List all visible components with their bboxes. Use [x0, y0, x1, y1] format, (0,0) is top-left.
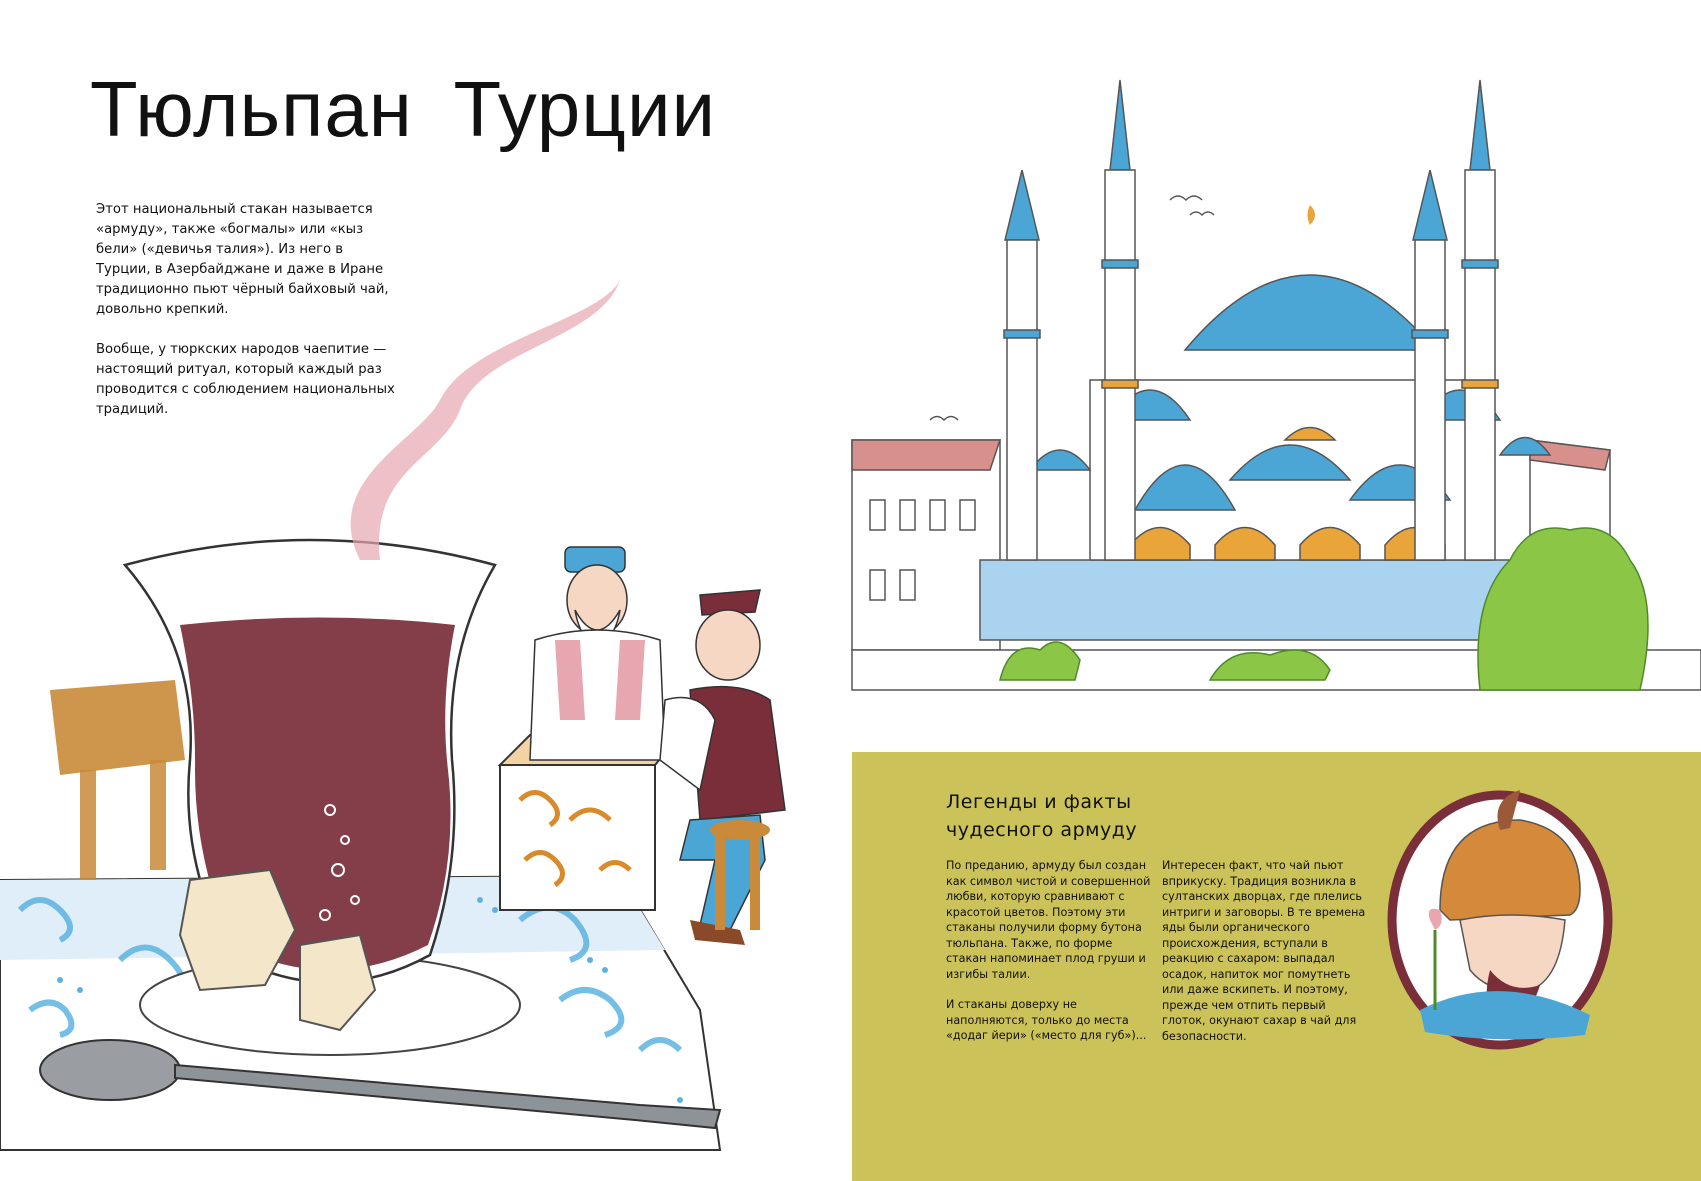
sultan-portrait-illustration: [1380, 780, 1620, 1050]
facts-title-line-2: чудесного армуду: [946, 819, 1138, 841]
facts-column-1: [946, 858, 1152, 1059]
facts-column-2-paragraph-1: Интересен факт, что чай пьют вприкуску. Традиция возникла в султанских дворцах, где плелись интриги и заговоры. В те времена яды были органического происхождения, вступали в реакцию с сахаром: выпадал осадок, напиток мог помутнеть или даже вскипеть. И поэтому, прежде чем отпить первый глоток, окунают сахар в чай для безопасности.: [1162, 859, 1366, 1043]
intro-paragraph-2: Вообще, у тюркских народов чаепитие — настоящий ритуал, который каждый раз проводится с соблюдением национальных традиций.: [96, 342, 395, 417]
intro-paragraph-1: Этот национальный стакан называется «армуду», также «богмалы» или «кыз бели» («девичья талия»). Из него в Турции, в Азербайджане и даже в Иране традиционно пьют чёрный байховый чай, довольно крепкий.: [96, 202, 389, 317]
page-title: Тюльпан Турции: [90, 65, 717, 153]
men-drinking-tea-illustration: [500, 547, 785, 945]
facts-column-2: [1162, 858, 1368, 1059]
steam-illustration: [351, 280, 620, 560]
facts-column-1-paragraph-1: По преданию, армуду был создан как символ чистой и совершенной любви, которую сравнивают с красотой цветов. Поэтому эти стаканы получили форму бутона тюльпана. Также, по форме стакан напоминает плод груши и изгибы талии.: [946, 859, 1151, 981]
tea-scene-illustration: [0, 250, 830, 1181]
facts-title-line-1: Легенды и факты: [946, 791, 1132, 813]
chair-illustration: [50, 680, 185, 880]
facts-title: [946, 788, 1137, 844]
mosque-illustration: [850, 70, 1701, 720]
facts-column-1-paragraph-2: И стаканы доверху не наполняются, только до места «додаг йери» («место для губ»)...: [946, 998, 1147, 1042]
